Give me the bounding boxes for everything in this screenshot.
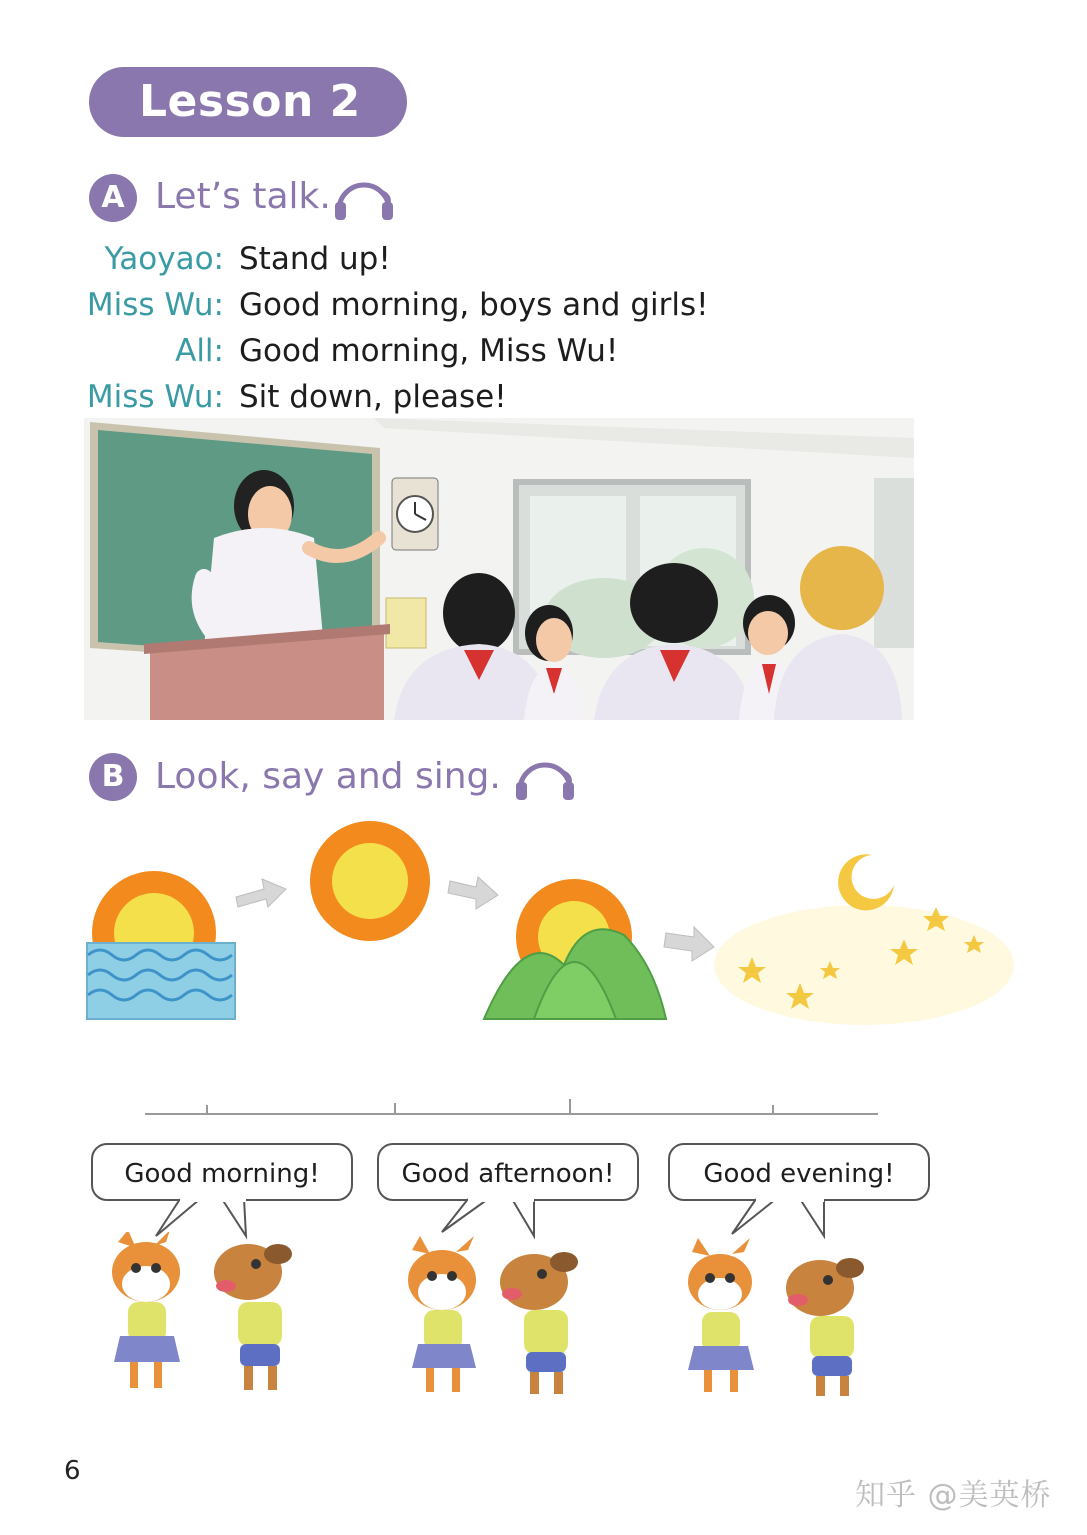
speaker-label: Miss Wu: [86,287,224,323]
lesson-title: Lesson 2 [89,67,407,137]
section-a-badge: A [89,174,137,222]
clock-icon [392,478,438,550]
page-number: 6 [64,1456,81,1486]
cat-character [688,1238,754,1392]
dialogue-line [60,282,780,328]
speaker-label: Yaoyao: [104,241,224,277]
cat-and-dog-pair [88,1232,328,1402]
utterance: Good morning, Miss Wu! [239,333,619,369]
dialogue-line [60,374,780,420]
section-a-title: Let’s talk. [155,176,331,217]
arrow-right-icon [664,927,714,961]
section-b-title: Look, say and sing. [155,756,501,797]
dialogue [60,236,780,420]
speaker-label: All: [175,333,224,369]
cat-character [408,1236,476,1392]
dialogue-line [60,328,780,374]
timeline [145,1095,880,1125]
speech-bubble-afternoon: Good afternoon! [377,1143,639,1201]
utterance: Sit down, please! [239,379,507,415]
section-b-badge: B [89,753,137,801]
arrow-right-icon [236,879,286,907]
dog-character [214,1244,292,1390]
arrow-right-icon [448,877,498,909]
cat-character [112,1232,180,1388]
cat-and-dog-pair [670,1232,900,1402]
utterance: Stand up! [239,241,391,277]
dog-character [786,1258,864,1396]
night-sky-icon [714,854,1014,1025]
dog-character [500,1252,578,1394]
cat-and-dog-pair [398,1232,608,1402]
sunset-icon [484,879,666,1019]
utterance: Good morning, boys and girls! [239,287,709,323]
headphones-icon[interactable] [333,176,395,222]
watermark: 知乎 @美英桥 [855,1478,1052,1513]
speech-bubble-morning: Good morning! [91,1143,353,1201]
speaker-label: Miss Wu: [86,379,224,415]
speech-bubble-evening: Good evening! [668,1143,930,1201]
sunrise-icon [87,871,235,1019]
dialogue-line [60,236,780,282]
headphones-icon[interactable] [514,756,576,802]
time-of-day-strip [84,815,1014,1045]
classroom-illustration [84,418,914,720]
noon-sun-icon [310,821,430,941]
